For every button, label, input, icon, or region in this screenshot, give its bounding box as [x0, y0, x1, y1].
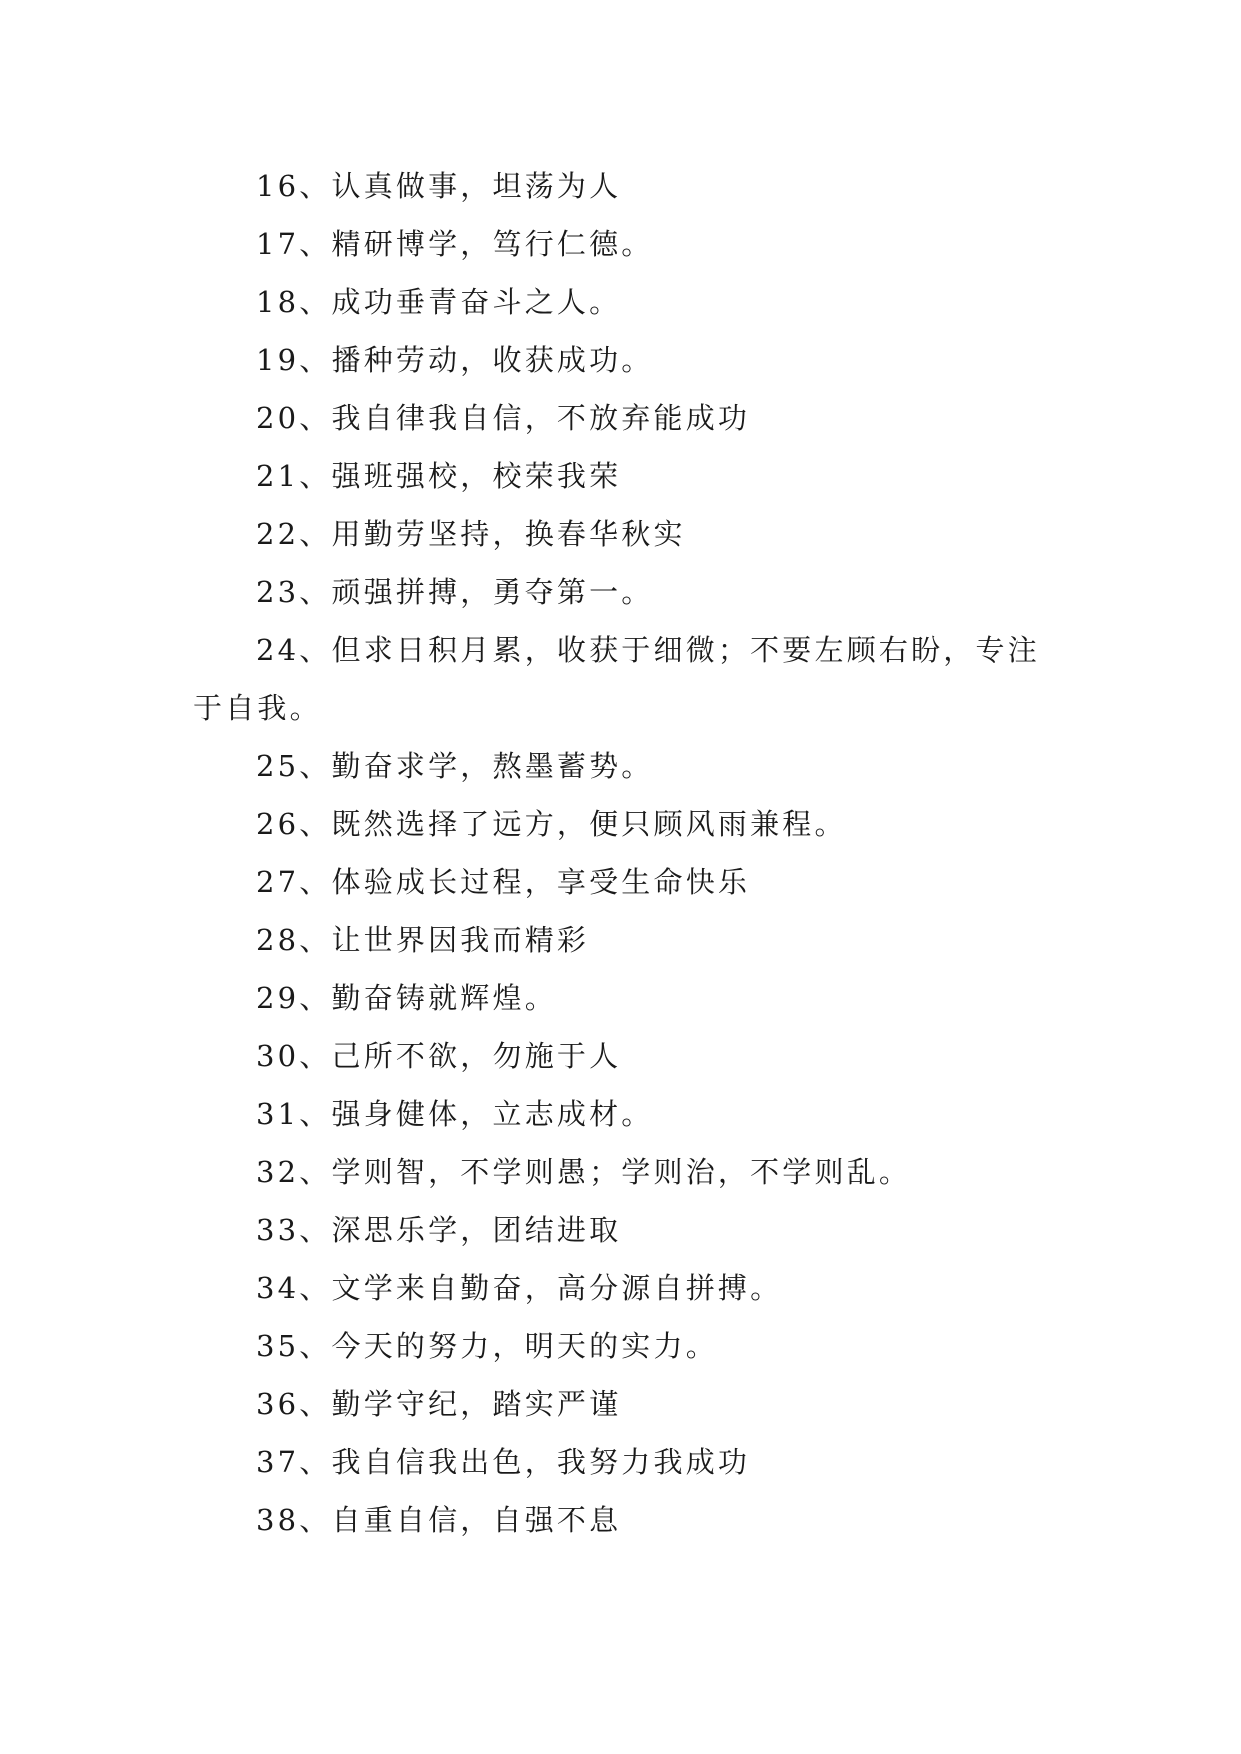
list-item: 16、认真做事，坦荡为人 — [256, 169, 622, 203]
list-item: 24、但求日积月累，收获于细微；不要左顾右盼，专注于自我。 — [193, 633, 1040, 725]
list-item: 26、既然选择了远方，便只顾风雨兼程。 — [256, 807, 847, 841]
list-item: 31、强身健体，立志成材。 — [256, 1097, 654, 1131]
document-body — [193, 157, 1053, 1549]
list-item: 23、顽强拼搏，勇夺第一。 — [256, 575, 654, 609]
list-item: 34、文学来自勤奋，高分源自拼搏。 — [256, 1271, 783, 1305]
list-item: 20、我自律我自信，不放弃能成功 — [256, 401, 751, 435]
list-item: 38、自重自信，自强不息 — [256, 1503, 622, 1537]
list-item: 30、己所不欲，勿施于人 — [256, 1039, 622, 1073]
list-item: 27、体验成长过程，享受生命快乐 — [256, 865, 751, 899]
list-item: 33、深思乐学，团结进取 — [256, 1213, 622, 1247]
list-item: 37、我自信我出色，我努力我成功 — [256, 1445, 751, 1479]
list-item: 35、今天的努力，明天的实力。 — [256, 1329, 718, 1363]
list-item: 29、勤奋铸就辉煌。 — [256, 981, 557, 1015]
list-item: 25、勤奋求学，熬墨蓄势。 — [256, 749, 654, 783]
list-item: 19、播种劳动，收获成功。 — [256, 343, 654, 377]
list-item: 21、强班强校，校荣我荣 — [256, 459, 622, 493]
list-item: 28、让世界因我而精彩 — [256, 923, 590, 957]
list-item: 32、学则智，不学则愚；学则治，不学则乱。 — [256, 1155, 912, 1189]
list-item: 22、用勤劳坚持，换春华秋实 — [256, 517, 686, 551]
list-item: 18、成功垂青奋斗之人。 — [256, 285, 622, 319]
list-item: 36、勤学守纪，踏实严谨 — [256, 1387, 622, 1421]
list-item: 17、精研博学，笃行仁德。 — [256, 227, 654, 261]
